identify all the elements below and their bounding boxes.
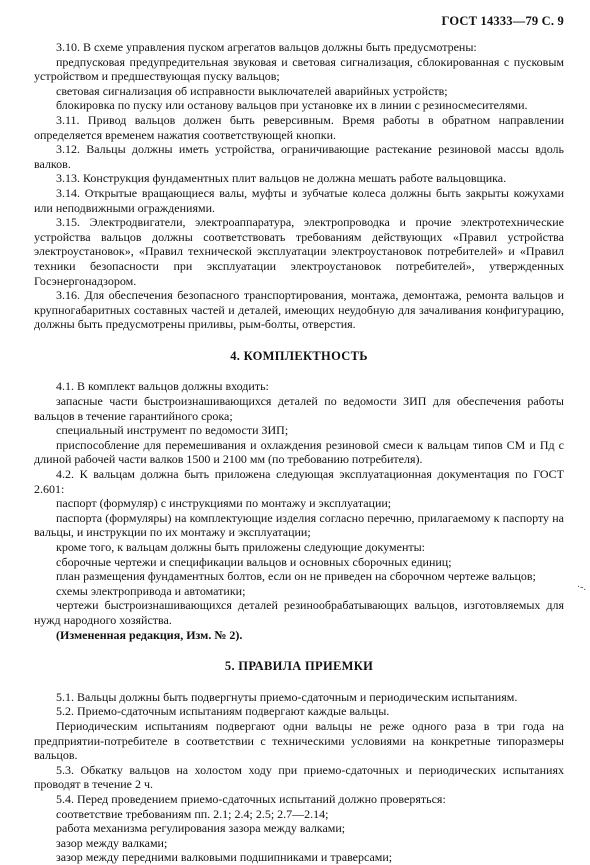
document-body — [34, 40, 564, 865]
paragraph: Периодическим испытаниям подвергают одни вальцы не реже одного раза в три года на предприятии-потребителе в соответствии с техническими условиями на конкретные типоразмеры вальцов. — [34, 718, 564, 763]
section-3-continuation — [34, 40, 564, 332]
paragraph: соответствие требованиям пп. 2.1; 2.4; 2.5; 2.7—2.14; — [56, 806, 329, 821]
paragraph: работа механизма регулирования зазора между валками; — [56, 821, 346, 836]
margin-mark: ·-. — [576, 582, 586, 593]
paragraph: 4.2. К вальцам должна быть приложена следующая эксплуатационная документация по ГОСТ 2.601: — [34, 467, 564, 496]
paragraph: 3.14. Открытые вращающиеся валы, муфты и зубчатые колеса должны быть закрыты кожухами или неподвижными ограждениями. — [34, 185, 564, 215]
paragraph: блокировка по пуску или останову вальцов при установке их в линии с резиносмесителями. — [56, 98, 528, 113]
section-4 — [34, 379, 564, 642]
section-title: 5. ПРАВИЛА ПРИЕМКИ — [224, 659, 374, 674]
paragraph: специальный инструмент по ведомости ЗИП; — [56, 423, 289, 438]
paragraph: 3.12. Вальцы должны иметь устройства, ограничивающие растекание резиновой массы вдоль валков. — [34, 142, 564, 171]
paragraph: 3.15. Электродвигатели, электроаппаратура, электропроводка и прочие электротехнические устройства вальцов должны соответствовать требованиям действующих «Правил устройства электроустановок», «Правил технической эксплуатации электроустановок потребителей» и «Правил техники безопасности при эксплуатации электроустановок потребителей», утвержденных Госэнергонадзором. — [34, 215, 564, 288]
paragraph: приспособление для перемешивания и охлаждения резиновой смеси к вальцам типов СМ и Пд с длиной рабочей части валков 1500 и 2100 мм (по требованию потребителя). — [34, 437, 564, 467]
paragraph: 3.10. В схеме управления пуском агрегатов вальцов должны быть предусмотрены: — [56, 40, 477, 54]
paragraph: 5.4. Перед проведением приемо-сдаточных испытаний должно проверяться: — [56, 791, 446, 806]
paragraph: кроме того, к вальцам должны быть приложены следующие документы: — [56, 540, 426, 554]
paragraph: схемы электропривода и автоматики; — [56, 583, 246, 598]
paragraph: зазор между передними валковыми подшипниками и траверсами; — [56, 850, 393, 865]
paragraph: паспорт (формуляр) с инструкциями по монтажу и эксплуатации; — [56, 496, 392, 511]
paragraph: предпусковая предупредительная звуковая и световая сигнализация, сблокированная с пусковым устройством и предшествующая пуску вальцов; — [34, 54, 564, 84]
paragraph: чертежи быстроизнашивающихся деталей резинообрабатывающих вальцов, изготовляемых для нужд народного хозяйства. — [34, 598, 564, 627]
section-5 — [34, 690, 564, 865]
paragraph: 5.3. Обкатку вальцов на холостом ходу при приемо-сдаточных и периодических испытаниях проводят в течение 2 ч. — [34, 762, 564, 792]
paragraph: 5.1. Вальцы должны быть подвергнуты приемо-сдаточным и периодическим испытаниям. — [56, 689, 518, 704]
paragraph: 3.16. Для обеспечения безопасного транспортирования, монтажа, демонтажа, ремонта вальцов и крупногабаритных составных частей и деталей, имеющих неудобную для зачаливания конфигурацию, должны быть предусмотрены приливы, рым-болты, отверстия. — [34, 288, 564, 332]
page-header: ГОСТ 14333—79 С. 9 — [441, 14, 564, 28]
paragraph: зазор между валками; — [56, 835, 168, 850]
amendment-note: (Измененная редакция, Изм. № 2). — [56, 627, 243, 642]
paragraph: 3.11. Привод вальцов должен быть реверсивным. Время работы в обратном направлении определяется временем нажатия соответствующей кнопки. — [34, 112, 564, 142]
paragraph: 4.1. В комплект вальцов должны входить: — [56, 379, 269, 394]
section-title: 4. КОМПЛЕКТНОСТЬ — [230, 348, 368, 363]
paragraph: план размещения фундаментных болтов, если он не приведен на сборочном чертеже вальцов; — [56, 569, 536, 584]
paragraph: 5.2. Приемо-сдаточным испытаниям подвергают каждые вальцы. — [56, 704, 390, 719]
paragraph: паспорта (формуляры) на комплектующие изделия согласно перечню, прилагаемому к паспорту на вальцы, и инструкции по их монтажу и эксплуатации; — [34, 510, 564, 540]
paragraph: сборочные чертежи и спецификации вальцов и основных сборочных единиц; — [56, 554, 452, 569]
paragraph: световая сигнализация об исправности выключателей аварийных устройств; — [56, 83, 448, 98]
paragraph: 3.13. Конструкция фундаментных плит вальцов не должна мешать работе вальцовщика. — [56, 171, 507, 186]
paragraph: запасные части быстроизнашивающихся деталей по ведомости ЗИП для обеспечения работы вальцов в течение гарантийного срока; — [34, 394, 564, 423]
